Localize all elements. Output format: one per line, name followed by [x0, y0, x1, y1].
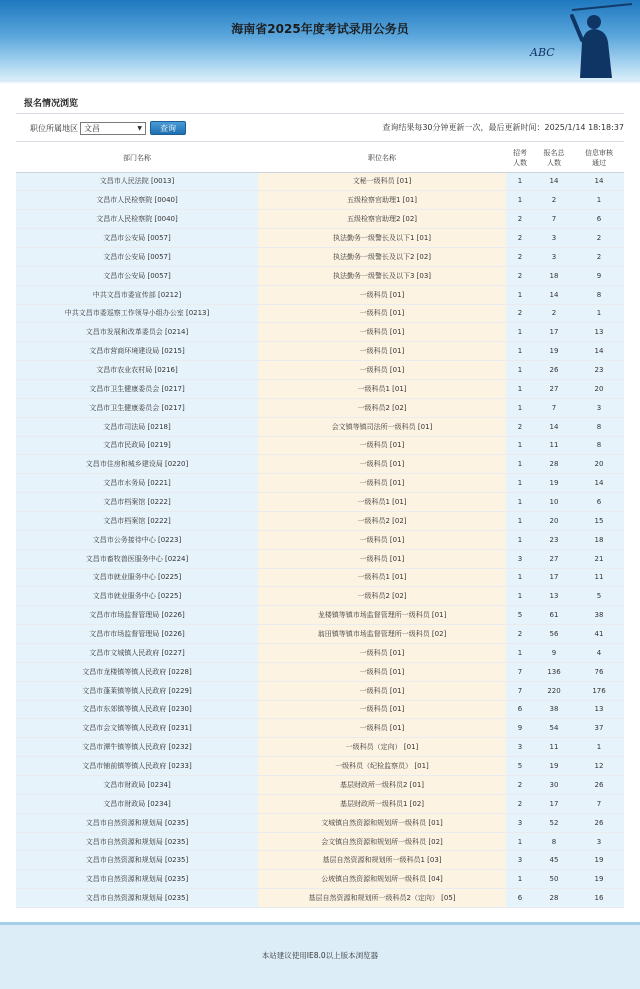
- dept-name-cell: 文昌市财政局 [0234]: [16, 776, 258, 795]
- approved-count-cell: 21: [574, 549, 624, 568]
- dept-name-cell: 文昌市潭牛镇等镇人民政府 [0232]: [16, 738, 258, 757]
- applied-count-cell: 54: [534, 719, 574, 738]
- approved-count-cell: 176: [574, 681, 624, 700]
- dept-name-cell: 文昌市公安局 [0057]: [16, 266, 258, 285]
- table-row: [16, 700, 624, 719]
- table-row: [16, 889, 624, 908]
- approved-count-cell: 38: [574, 606, 624, 625]
- post-name-cell: 翁田镇等镇市场监督管理所一级科员 [02]: [258, 625, 506, 644]
- table-header-row: [16, 145, 624, 172]
- applied-count-cell: 38: [534, 700, 574, 719]
- table-row: [16, 530, 624, 549]
- table-row: [16, 342, 624, 361]
- post-name-cell: 文秘一级科员 [01]: [258, 172, 506, 191]
- quota-cell: 3: [506, 813, 534, 832]
- table-row: [16, 776, 624, 795]
- approved-count-cell: 14: [574, 474, 624, 493]
- column-header-quota: 招考 人数: [506, 145, 534, 172]
- dept-name-cell: 文昌市档案馆 [0222]: [16, 511, 258, 530]
- table-row: [16, 738, 624, 757]
- approved-count-cell: 1: [574, 304, 624, 323]
- table-row: [16, 851, 624, 870]
- applied-count-cell: 61: [534, 606, 574, 625]
- approved-count-cell: 6: [574, 493, 624, 512]
- dept-name-cell: 文昌市就业服务中心 [0225]: [16, 568, 258, 587]
- quota-cell: 1: [506, 323, 534, 342]
- approved-count-cell: 26: [574, 813, 624, 832]
- applied-count-cell: 11: [534, 738, 574, 757]
- table-row: [16, 606, 624, 625]
- post-name-cell: 一级科员2 [02]: [258, 398, 506, 417]
- quota-cell: 3: [506, 851, 534, 870]
- approved-count-cell: 37: [574, 719, 624, 738]
- dept-name-cell: 文昌市蓬莱镇等镇人民政府 [0229]: [16, 681, 258, 700]
- page-title: 海南省2025年度考试录用公务员: [231, 22, 409, 36]
- post-name-cell: 一级科员2 [02]: [258, 511, 506, 530]
- applied-count-cell: 10: [534, 493, 574, 512]
- post-name-cell: 会文镇自然资源和规划所一级科员 [02]: [258, 832, 506, 851]
- quota-cell: 2: [506, 625, 534, 644]
- post-name-cell: 执法勤务一级警长及以下3 [03]: [258, 266, 506, 285]
- approved-count-cell: 19: [574, 851, 624, 870]
- applied-count-cell: 2: [534, 304, 574, 323]
- approved-count-cell: 8: [574, 417, 624, 436]
- table-row: [16, 455, 624, 474]
- applied-count-cell: 27: [534, 549, 574, 568]
- post-name-cell: 一级科员 [01]: [258, 700, 506, 719]
- post-name-cell: 一级科员 [01]: [258, 530, 506, 549]
- quota-cell: 1: [506, 643, 534, 662]
- post-name-cell: 一级科员1 [01]: [258, 568, 506, 587]
- dept-name-cell: 文昌市东郊镇等镇人民政府 [0230]: [16, 700, 258, 719]
- dept-name-cell: 文昌市司法局 [0218]: [16, 417, 258, 436]
- quota-cell: 2: [506, 776, 534, 795]
- table-row: [16, 549, 624, 568]
- quota-cell: 3: [506, 549, 534, 568]
- approved-count-cell: 20: [574, 455, 624, 474]
- table-body: [16, 172, 624, 908]
- applied-count-cell: 28: [534, 889, 574, 908]
- table-row: [16, 757, 624, 776]
- footer-note: 本站建议使用IE8.0以上版本浏览器: [261, 951, 379, 960]
- approved-count-cell: 3: [574, 398, 624, 417]
- quota-cell: 2: [506, 229, 534, 248]
- approved-count-cell: 8: [574, 285, 624, 304]
- region-select[interactable]: [80, 122, 146, 135]
- applied-count-cell: 20: [534, 511, 574, 530]
- post-name-cell: 一级科员 [01]: [258, 662, 506, 681]
- applied-count-cell: 7: [534, 210, 574, 229]
- dept-name-cell: 文昌市畜牧兽医服务中心 [0224]: [16, 549, 258, 568]
- header-banner: [0, 0, 640, 80]
- table-row: [16, 794, 624, 813]
- post-name-cell: 一级科员 [01]: [258, 474, 506, 493]
- dept-name-cell: 文昌市公安局 [0057]: [16, 229, 258, 248]
- approved-count-cell: 2: [574, 229, 624, 248]
- dept-name-cell: 文昌市营商环境建设局 [0215]: [16, 342, 258, 361]
- applied-count-cell: 3: [534, 247, 574, 266]
- dept-name-cell: 文昌市住房和城乡建设局 [0220]: [16, 455, 258, 474]
- approved-count-cell: 23: [574, 361, 624, 380]
- dept-name-cell: 文昌市水务局 [0221]: [16, 474, 258, 493]
- applied-count-cell: 17: [534, 323, 574, 342]
- divider: [16, 113, 624, 114]
- dept-name-cell: 文昌市自然资源和规划局 [0235]: [16, 813, 258, 832]
- applied-count-cell: 19: [534, 757, 574, 776]
- approved-count-cell: 15: [574, 511, 624, 530]
- post-name-cell: 一级科员1 [01]: [258, 379, 506, 398]
- table-row: [16, 379, 624, 398]
- section-title: 报名情况浏览: [24, 99, 79, 109]
- table-row: [16, 643, 624, 662]
- applied-count-cell: 14: [534, 172, 574, 191]
- post-name-cell: 基层财政所一级科员1 [02]: [258, 794, 506, 813]
- dept-name-cell: 文昌市农业农村局 [0216]: [16, 361, 258, 380]
- dept-name-cell: 文昌市市场监督管理局 [0226]: [16, 625, 258, 644]
- applied-count-cell: 14: [534, 417, 574, 436]
- approved-count-cell: 12: [574, 757, 624, 776]
- approved-count-cell: 8: [574, 436, 624, 455]
- applied-count-cell: 13: [534, 587, 574, 606]
- dept-name-cell: 文昌市档案馆 [0222]: [16, 493, 258, 512]
- approved-count-cell: 1: [574, 738, 624, 757]
- dept-name-cell: 中共文昌市委巡察工作领导小组办公室 [0213]: [16, 304, 258, 323]
- post-name-cell: 一级科员（纪检监察员） [01]: [258, 757, 506, 776]
- post-name-cell: 一级科员 [01]: [258, 285, 506, 304]
- approved-count-cell: 14: [574, 172, 624, 191]
- region-filter-label: 职位所属地区: [30, 123, 78, 133]
- dept-name-cell: 文昌市人民检察院 [0040]: [16, 210, 258, 229]
- quota-cell: 1: [506, 361, 534, 380]
- quota-cell: 2: [506, 210, 534, 229]
- post-name-cell: 文城镇自然资源和规划所一级科员 [01]: [258, 813, 506, 832]
- divider: [16, 141, 624, 142]
- dept-name-cell: 文昌市卫生健康委员会 [0217]: [16, 379, 258, 398]
- dept-name-cell: 文昌市民政局 [0219]: [16, 436, 258, 455]
- post-name-cell: 基层自然资源和规划所一级科员1 [03]: [258, 851, 506, 870]
- table-row: [16, 511, 624, 530]
- table-row: [16, 247, 624, 266]
- dept-name-cell: 中共文昌市委宣传部 [0212]: [16, 285, 258, 304]
- quota-cell: 6: [506, 889, 534, 908]
- quota-cell: 1: [506, 832, 534, 851]
- quota-cell: 7: [506, 662, 534, 681]
- table-row: [16, 266, 624, 285]
- post-name-cell: 一级科员 [01]: [258, 643, 506, 662]
- approved-count-cell: 3: [574, 832, 624, 851]
- table-row: [16, 568, 624, 587]
- dept-name-cell: 文昌市公务接待中心 [0223]: [16, 530, 258, 549]
- dept-name-cell: 文昌市公安局 [0057]: [16, 247, 258, 266]
- applied-count-cell: 17: [534, 794, 574, 813]
- approved-count-cell: 19: [574, 870, 624, 889]
- post-name-cell: 执法勤务一级警长及以下2 [02]: [258, 247, 506, 266]
- post-name-cell: 基层财政所一级科员2 [01]: [258, 776, 506, 795]
- table-row: [16, 436, 624, 455]
- applied-count-cell: 56: [534, 625, 574, 644]
- table-row: [16, 832, 624, 851]
- applied-count-cell: 26: [534, 361, 574, 380]
- applied-count-cell: 28: [534, 455, 574, 474]
- approved-count-cell: 5: [574, 587, 624, 606]
- quota-cell: 2: [506, 266, 534, 285]
- table-row: [16, 323, 624, 342]
- dept-name-cell: 文昌市龙楼镇等镇人民政府 [0228]: [16, 662, 258, 681]
- dept-name-cell: 文昌市人民法院 [0013]: [16, 172, 258, 191]
- applied-count-cell: 23: [534, 530, 574, 549]
- table-row: [16, 191, 624, 210]
- approved-count-cell: 18: [574, 530, 624, 549]
- dept-name-cell: 文昌市文城镇人民政府 [0227]: [16, 643, 258, 662]
- approved-count-cell: 1: [574, 191, 624, 210]
- approved-count-cell: 13: [574, 700, 624, 719]
- table-row: [16, 662, 624, 681]
- applied-count-cell: 14: [534, 285, 574, 304]
- quota-cell: 1: [506, 398, 534, 417]
- quota-cell: 5: [506, 757, 534, 776]
- applied-count-cell: 18: [534, 266, 574, 285]
- applied-count-cell: 3: [534, 229, 574, 248]
- post-name-cell: 基层自然资源和规划所一级科员2（定向） [05]: [258, 889, 506, 908]
- dept-name-cell: 文昌市就业服务中心 [0225]: [16, 587, 258, 606]
- quota-cell: 1: [506, 436, 534, 455]
- quota-cell: 1: [506, 870, 534, 889]
- approved-count-cell: 11: [574, 568, 624, 587]
- quota-cell: 1: [506, 474, 534, 493]
- approved-count-cell: 41: [574, 625, 624, 644]
- filter-bar: [30, 120, 186, 136]
- applied-count-cell: 27: [534, 379, 574, 398]
- table-row: [16, 681, 624, 700]
- quota-cell: 1: [506, 455, 534, 474]
- quota-cell: 1: [506, 587, 534, 606]
- post-name-cell: 会文镇等镇司法所一级科员 [01]: [258, 417, 506, 436]
- query-button[interactable]: 查询: [150, 121, 186, 135]
- dept-name-cell: 文昌市人民检察院 [0040]: [16, 191, 258, 210]
- table-row: [16, 719, 624, 738]
- quota-cell: 1: [506, 511, 534, 530]
- table-row: [16, 285, 624, 304]
- post-name-cell: 一级科员 [01]: [258, 719, 506, 738]
- quota-cell: 2: [506, 794, 534, 813]
- region-select-value: 文昌: [84, 123, 100, 133]
- applied-count-cell: 220: [534, 681, 574, 700]
- update-note: 查询结果每30分钟更新一次，最后更新时间：2025/1/14 18:18:37: [382, 123, 624, 132]
- applied-count-cell: 30: [534, 776, 574, 795]
- applied-count-cell: 45: [534, 851, 574, 870]
- applied-count-cell: 136: [534, 662, 574, 681]
- column-header-approved: 信息审核 通过: [574, 145, 624, 172]
- table-row: [16, 361, 624, 380]
- quota-cell: 1: [506, 191, 534, 210]
- banner-divider: [0, 80, 640, 84]
- approved-count-cell: 20: [574, 379, 624, 398]
- quota-cell: 2: [506, 417, 534, 436]
- banner-logo-text: ABC: [530, 46, 555, 59]
- banner-figure-illustration: [494, 2, 634, 78]
- table-row: [16, 474, 624, 493]
- post-name-cell: 一级科员 [01]: [258, 549, 506, 568]
- approved-count-cell: 6: [574, 210, 624, 229]
- column-header-post: 职位名称: [258, 145, 506, 172]
- table-row: [16, 813, 624, 832]
- post-name-cell: 一级科员 [01]: [258, 436, 506, 455]
- quota-cell: 9: [506, 719, 534, 738]
- applied-count-cell: 50: [534, 870, 574, 889]
- approved-count-cell: 7: [574, 794, 624, 813]
- post-name-cell: 一级科员 [01]: [258, 455, 506, 474]
- approved-count-cell: 4: [574, 643, 624, 662]
- approved-count-cell: 13: [574, 323, 624, 342]
- approved-count-cell: 26: [574, 776, 624, 795]
- post-name-cell: 一级科员（定向） [01]: [258, 738, 506, 757]
- table-row: [16, 625, 624, 644]
- table-row: [16, 870, 624, 889]
- dept-name-cell: 文昌市发展和改革委员会 [0214]: [16, 323, 258, 342]
- post-name-cell: 五级检察官助理2 [02]: [258, 210, 506, 229]
- post-name-cell: 一级科员 [01]: [258, 304, 506, 323]
- quota-cell: 1: [506, 530, 534, 549]
- quota-cell: 7: [506, 681, 534, 700]
- dept-name-cell: 文昌市铺前镇等镇人民政府 [0233]: [16, 757, 258, 776]
- quota-cell: 1: [506, 379, 534, 398]
- table-row: [16, 493, 624, 512]
- applied-count-cell: 2: [534, 191, 574, 210]
- dept-name-cell: 文昌市自然资源和规划局 [0235]: [16, 832, 258, 851]
- quota-cell: 3: [506, 738, 534, 757]
- post-name-cell: 五级检察官助理1 [01]: [258, 191, 506, 210]
- column-header-applied: 报名总 人数: [534, 145, 574, 172]
- table-row: [16, 417, 624, 436]
- dept-name-cell: 文昌市市场监督管理局 [0226]: [16, 606, 258, 625]
- applied-count-cell: 19: [534, 474, 574, 493]
- approved-count-cell: 14: [574, 342, 624, 361]
- dept-name-cell: 文昌市自然资源和规划局 [0235]: [16, 870, 258, 889]
- approved-count-cell: 2: [574, 247, 624, 266]
- table-row: [16, 210, 624, 229]
- registration-table: [16, 145, 624, 908]
- chevron-down-icon: ▼: [137, 124, 142, 132]
- applied-count-cell: 52: [534, 813, 574, 832]
- applied-count-cell: 7: [534, 398, 574, 417]
- column-header-dept: 部门名称: [16, 145, 258, 172]
- quota-cell: 1: [506, 342, 534, 361]
- post-name-cell: 执法勤务一级警长及以下1 [01]: [258, 229, 506, 248]
- quota-cell: 1: [506, 172, 534, 191]
- dept-name-cell: 文昌市自然资源和规划局 [0235]: [16, 889, 258, 908]
- post-name-cell: 一级科员 [01]: [258, 681, 506, 700]
- post-name-cell: 一级科员 [01]: [258, 323, 506, 342]
- post-name-cell: 一级科员 [01]: [258, 342, 506, 361]
- quota-cell: 2: [506, 304, 534, 323]
- table-row: [16, 304, 624, 323]
- quota-cell: 5: [506, 606, 534, 625]
- quota-cell: 1: [506, 568, 534, 587]
- applied-count-cell: 8: [534, 832, 574, 851]
- approved-count-cell: 76: [574, 662, 624, 681]
- approved-count-cell: 16: [574, 889, 624, 908]
- post-name-cell: 龙楼镇等镇市场监督管理所一级科员 [01]: [258, 606, 506, 625]
- dept-name-cell: 文昌市会文镇等镇人民政府 [0231]: [16, 719, 258, 738]
- approved-count-cell: 9: [574, 266, 624, 285]
- post-name-cell: 一级科员2 [02]: [258, 587, 506, 606]
- footer: [0, 922, 640, 989]
- dept-name-cell: 文昌市财政局 [0234]: [16, 794, 258, 813]
- post-name-cell: 一级科员1 [01]: [258, 493, 506, 512]
- quota-cell: 2: [506, 247, 534, 266]
- post-name-cell: 公坡镇自然资源和规划所一级科员 [04]: [258, 870, 506, 889]
- quota-cell: 1: [506, 285, 534, 304]
- applied-count-cell: 11: [534, 436, 574, 455]
- quota-cell: 6: [506, 700, 534, 719]
- quota-cell: 1: [506, 493, 534, 512]
- table-row: [16, 398, 624, 417]
- table-row: [16, 587, 624, 606]
- applied-count-cell: 19: [534, 342, 574, 361]
- table-row: [16, 172, 624, 191]
- dept-name-cell: 文昌市卫生健康委员会 [0217]: [16, 398, 258, 417]
- post-name-cell: 一级科员 [01]: [258, 361, 506, 380]
- table-row: [16, 229, 624, 248]
- applied-count-cell: 17: [534, 568, 574, 587]
- dept-name-cell: 文昌市自然资源和规划局 [0235]: [16, 851, 258, 870]
- applied-count-cell: 9: [534, 643, 574, 662]
